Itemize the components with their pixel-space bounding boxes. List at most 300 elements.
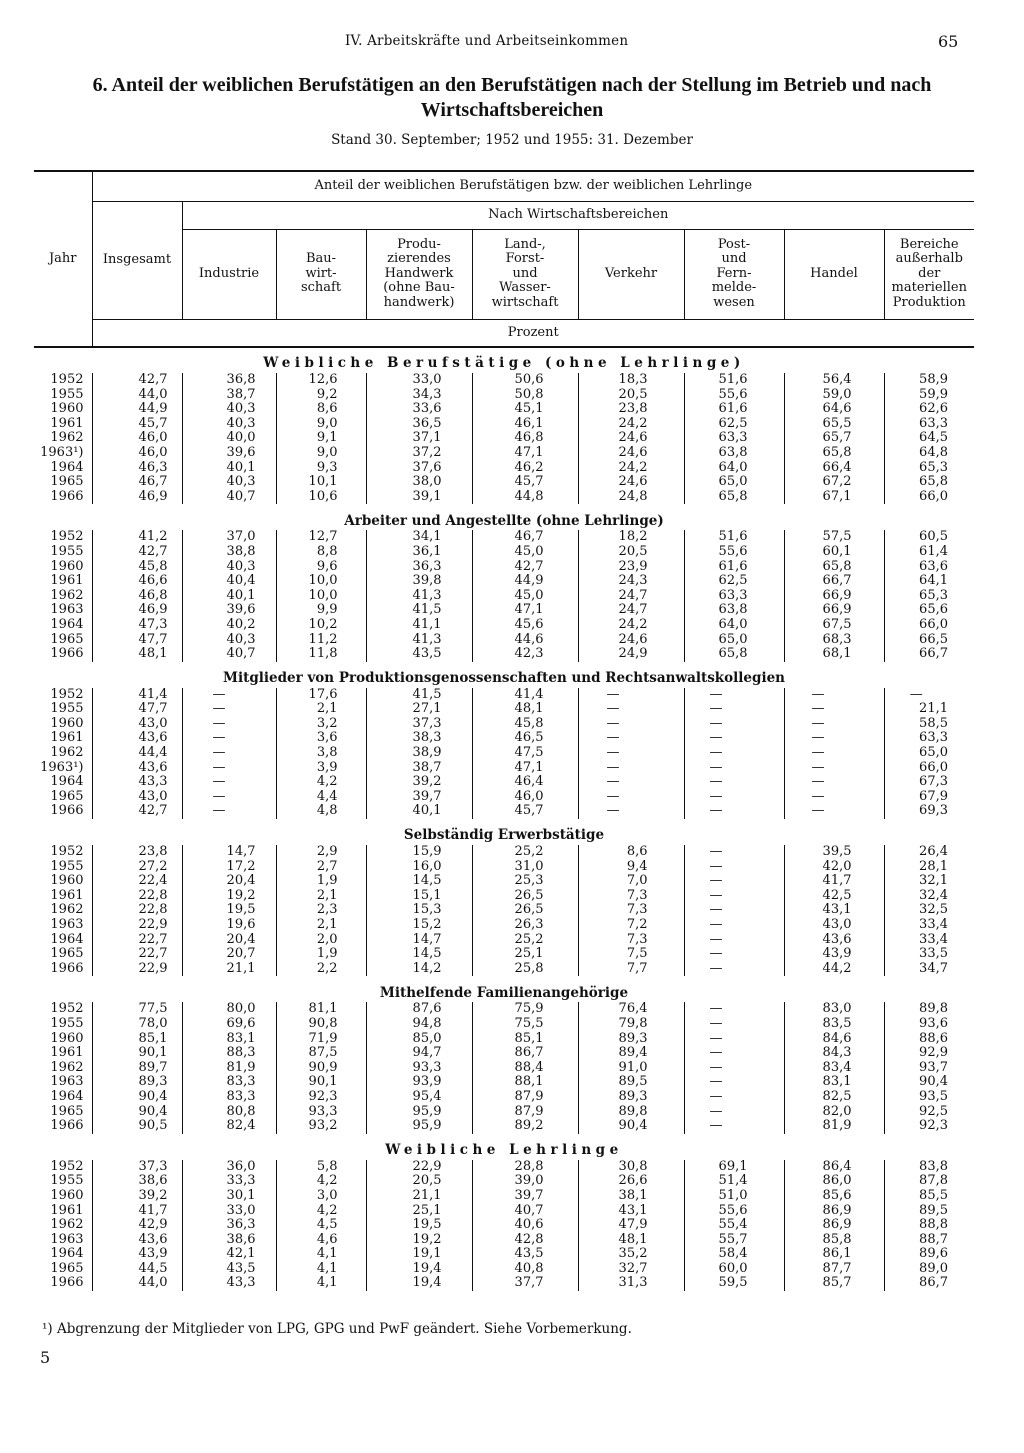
value-cell: 38,7: [366, 761, 472, 776]
spanner-header: Anteil der weiblichen Berufstätigen bzw. der weiblichen Lehrlinge: [92, 171, 974, 201]
value-cell: 95,9: [366, 1119, 472, 1134]
value-cell: 51,6: [684, 373, 784, 388]
value-cell: 59,0: [784, 388, 884, 403]
table-row: [34, 461, 974, 476]
value-cell: 9,4: [578, 860, 684, 875]
value-cell: 93,3: [366, 1061, 472, 1076]
value-cell: 88,1: [472, 1075, 578, 1090]
value-cell: 64,6: [784, 402, 884, 417]
value-cell: —: [182, 804, 276, 819]
value-cell: 59,9: [884, 388, 974, 403]
value-cell: 46,9: [92, 490, 182, 505]
value-cell: 89,3: [92, 1075, 182, 1090]
table-row: [34, 446, 974, 461]
year-cell: 1966: [50, 960, 84, 976]
value-cell: 40,3: [182, 402, 276, 417]
value-cell: 63,8: [684, 603, 784, 618]
value-cell: 90,1: [276, 1075, 366, 1090]
footnote: ¹) Abgrenzung der Mitglieder von LPG, GPG und PwF geändert. Siehe Vorbemerkung.: [42, 1321, 632, 1337]
value-cell: 45,0: [472, 589, 578, 604]
value-cell: 39,6: [182, 603, 276, 618]
value-cell: —: [684, 845, 784, 860]
value-cell: 32,5: [884, 903, 974, 918]
value-cell: 2,2: [276, 962, 366, 977]
value-cell: 33,0: [182, 1204, 276, 1219]
table-row: [34, 1160, 974, 1175]
year-cell: 1962: [50, 902, 84, 918]
value-cell: 88,4: [472, 1061, 578, 1076]
value-cell: —: [182, 688, 276, 703]
value-cell: 25,2: [472, 933, 578, 948]
value-cell: 7,7: [578, 962, 684, 977]
value-cell: —: [684, 947, 784, 962]
table-row: [34, 1017, 974, 1032]
value-cell: 68,3: [784, 633, 884, 648]
value-cell: 21,1: [366, 1189, 472, 1204]
value-cell: 34,1: [366, 530, 472, 545]
value-cell: 44,2: [784, 962, 884, 977]
value-cell: 19,4: [366, 1276, 472, 1291]
value-cell: 62,6: [884, 402, 974, 417]
value-cell: 22,7: [92, 933, 182, 948]
year-cell: 1965: [50, 474, 84, 490]
value-cell: 44,9: [92, 402, 182, 417]
value-cell: 27,2: [92, 860, 182, 875]
value-cell: 87,9: [472, 1090, 578, 1105]
table-subtitle: Stand 30. September; 1952 und 1955: 31. Dezember: [331, 132, 693, 148]
value-cell: —: [684, 874, 784, 889]
value-cell: 18,2: [578, 530, 684, 545]
col-header: Produ- zierendes Handwerk (ohne Bau- handwerk): [366, 229, 472, 319]
value-cell: 27,1: [366, 702, 472, 717]
value-cell: —: [684, 746, 784, 761]
value-cell: 86,1: [784, 1247, 884, 1262]
value-cell: 90,1: [92, 1046, 182, 1061]
value-cell: 95,9: [366, 1105, 472, 1120]
value-cell: —: [684, 933, 784, 948]
value-cell: 37,2: [366, 446, 472, 461]
value-cell: 85,1: [472, 1032, 578, 1047]
year-cell: 1952: [50, 686, 84, 702]
value-cell: 90,4: [92, 1105, 182, 1120]
value-cell: 65,8: [684, 490, 784, 505]
value-cell: —: [684, 962, 784, 977]
value-cell: 43,0: [784, 918, 884, 933]
table-row: [34, 560, 974, 575]
value-cell: 55,7: [684, 1233, 784, 1248]
value-cell: 20,5: [366, 1174, 472, 1189]
year-cell: 1964: [50, 774, 84, 790]
value-cell: 9,3: [276, 461, 366, 476]
value-cell: 11,2: [276, 633, 366, 648]
value-cell: 64,8: [884, 446, 974, 461]
value-cell: 38,0: [366, 475, 472, 490]
page-foot-mark: 5: [40, 1348, 51, 1367]
table-row: [34, 475, 974, 490]
value-cell: 2,1: [276, 702, 366, 717]
section-header-row: [34, 662, 974, 688]
value-cell: 33,4: [884, 933, 974, 948]
year-cell: 1966: [50, 1275, 84, 1291]
value-cell: 93,6: [884, 1017, 974, 1032]
value-cell: —: [684, 761, 784, 776]
value-cell: 15,1: [366, 889, 472, 904]
value-cell: 67,5: [784, 618, 884, 633]
value-cell: 44,0: [92, 1276, 182, 1291]
value-cell: 82,4: [182, 1119, 276, 1134]
table-row: [34, 1247, 974, 1262]
value-cell: —: [182, 746, 276, 761]
value-cell: 9,1: [276, 431, 366, 446]
value-cell: 58,9: [884, 373, 974, 388]
value-cell: 89,3: [578, 1090, 684, 1105]
value-cell: 14,5: [366, 874, 472, 889]
table-row: [34, 860, 974, 875]
year-cell: 1961: [50, 730, 84, 746]
value-cell: 86,7: [884, 1276, 974, 1291]
table-row: [34, 874, 974, 889]
value-cell: 25,1: [366, 1204, 472, 1219]
value-cell: 77,5: [92, 1002, 182, 1017]
year-cell: 1960: [50, 401, 84, 417]
value-cell: 63,3: [884, 417, 974, 432]
section-header-row: [34, 504, 974, 530]
value-cell: 46,1: [472, 417, 578, 432]
value-cell: 89,8: [578, 1105, 684, 1120]
year-cell: 1965: [50, 946, 84, 962]
value-cell: 80,8: [182, 1105, 276, 1120]
value-cell: 42,7: [92, 373, 182, 388]
value-cell: 20,5: [578, 545, 684, 560]
value-cell: 3,0: [276, 1189, 366, 1204]
value-cell: 89,5: [884, 1204, 974, 1219]
value-cell: 39,7: [472, 1189, 578, 1204]
value-cell: 36,1: [366, 545, 472, 560]
value-cell: 24,7: [578, 603, 684, 618]
table-row: [34, 589, 974, 604]
year-cell: 1961: [50, 1045, 84, 1061]
col-header: Verkehr: [578, 229, 684, 319]
value-cell: 33,3: [182, 1174, 276, 1189]
table-row: [34, 1090, 974, 1105]
value-cell: 1,9: [276, 874, 366, 889]
value-cell: 32,1: [884, 874, 974, 889]
value-cell: 24,2: [578, 618, 684, 633]
section-header-row: [34, 819, 974, 845]
value-cell: 47,7: [92, 702, 182, 717]
value-cell: 41,4: [472, 688, 578, 703]
value-cell: 41,3: [366, 633, 472, 648]
year-cell: 1960: [50, 558, 84, 574]
value-cell: 5,8: [276, 1160, 366, 1175]
value-cell: 24,9: [578, 647, 684, 662]
value-cell: 2,1: [276, 918, 366, 933]
value-cell: 51,4: [684, 1174, 784, 1189]
section-title: Weibliche Lehrlinge: [385, 1142, 623, 1159]
value-cell: 46,6: [92, 574, 182, 589]
value-cell: 26,5: [472, 903, 578, 918]
value-cell: 87,7: [784, 1262, 884, 1277]
value-cell: —: [684, 903, 784, 918]
value-cell: 35,2: [578, 1247, 684, 1262]
value-cell: 26,4: [884, 845, 974, 860]
value-cell: 46,9: [92, 603, 182, 618]
value-cell: 38,1: [578, 1189, 684, 1204]
value-cell: 33,6: [366, 402, 472, 417]
value-cell: —: [884, 688, 974, 703]
table-row: [34, 947, 974, 962]
value-cell: 89,0: [884, 1262, 974, 1277]
value-cell: 43,6: [784, 933, 884, 948]
value-cell: 45,6: [472, 618, 578, 633]
table-row: [34, 702, 974, 717]
value-cell: 85,1: [92, 1032, 182, 1047]
value-cell: 44,8: [472, 490, 578, 505]
value-cell: 42,3: [472, 647, 578, 662]
value-cell: 86,7: [472, 1046, 578, 1061]
table-row: [34, 1233, 974, 1248]
value-cell: 66,9: [784, 603, 884, 618]
value-cell: 83,1: [784, 1075, 884, 1090]
value-cell: 19,2: [182, 889, 276, 904]
value-cell: 17,6: [276, 688, 366, 703]
value-cell: 43,9: [784, 947, 884, 962]
value-cell: 40,7: [472, 1204, 578, 1219]
value-cell: —: [684, 918, 784, 933]
value-cell: 33,4: [884, 918, 974, 933]
value-cell: —: [578, 731, 684, 746]
value-cell: 4,4: [276, 790, 366, 805]
value-cell: 46,8: [472, 431, 578, 446]
value-cell: 62,5: [684, 574, 784, 589]
value-cell: 36,0: [182, 1160, 276, 1175]
value-cell: 76,4: [578, 1002, 684, 1017]
value-cell: 25,1: [472, 947, 578, 962]
value-cell: 2,0: [276, 933, 366, 948]
value-cell: 45,1: [472, 402, 578, 417]
table-row: [34, 1046, 974, 1061]
value-cell: 62,5: [684, 417, 784, 432]
table-row: [34, 530, 974, 545]
value-cell: 22,4: [92, 874, 182, 889]
value-cell: 40,1: [182, 589, 276, 604]
table-row: [34, 1218, 974, 1233]
value-cell: 2,7: [276, 860, 366, 875]
value-cell: 41,4: [92, 688, 182, 703]
value-cell: 66,0: [884, 618, 974, 633]
value-cell: 4,1: [276, 1262, 366, 1277]
value-cell: 43,6: [92, 1233, 182, 1248]
value-cell: 7,3: [578, 889, 684, 904]
value-cell: 33,0: [366, 373, 472, 388]
value-cell: 24,2: [578, 461, 684, 476]
value-cell: 59,5: [684, 1276, 784, 1291]
value-cell: 1,9: [276, 947, 366, 962]
value-cell: 45,8: [92, 560, 182, 575]
value-cell: 10,6: [276, 490, 366, 505]
value-cell: 66,7: [784, 574, 884, 589]
value-cell: 41,3: [366, 589, 472, 604]
value-cell: 36,3: [366, 560, 472, 575]
year-cell: 1960: [50, 1187, 84, 1203]
value-cell: 24,6: [578, 431, 684, 446]
value-cell: 37,1: [366, 431, 472, 446]
value-cell: 80,0: [182, 1002, 276, 1017]
year-cell: 1964: [50, 931, 84, 947]
running-title: IV. Arbeitskräfte und Arbeitseinkommen: [345, 33, 629, 49]
value-cell: 47,9: [578, 1218, 684, 1233]
year-cell: 1966: [50, 488, 84, 504]
value-cell: 60,1: [784, 545, 884, 560]
value-cell: 75,9: [472, 1002, 578, 1017]
table-row: [34, 933, 974, 948]
value-cell: 37,3: [92, 1160, 182, 1175]
value-cell: 84,6: [784, 1032, 884, 1047]
value-cell: 39,1: [366, 490, 472, 505]
value-cell: —: [182, 731, 276, 746]
value-cell: —: [684, 1061, 784, 1076]
value-cell: 41,5: [366, 688, 472, 703]
year-cell: 1961: [50, 887, 84, 903]
page-number: 65: [938, 32, 959, 51]
value-cell: —: [684, 1002, 784, 1017]
value-cell: 3,2: [276, 717, 366, 732]
value-cell: 95,4: [366, 1090, 472, 1105]
value-cell: 66,9: [784, 589, 884, 604]
value-cell: 66,0: [884, 490, 974, 505]
value-cell: 61,6: [684, 402, 784, 417]
value-cell: 44,4: [92, 746, 182, 761]
value-cell: 51,0: [684, 1189, 784, 1204]
value-cell: 45,8: [472, 717, 578, 732]
value-cell: 56,4: [784, 373, 884, 388]
value-cell: —: [684, 1075, 784, 1090]
value-cell: 48,1: [472, 702, 578, 717]
value-cell: 50,8: [472, 388, 578, 403]
table-row: [34, 1204, 974, 1219]
value-cell: 57,5: [784, 530, 884, 545]
value-cell: 63,3: [684, 431, 784, 446]
value-cell: 45,7: [92, 417, 182, 432]
value-cell: 40,3: [182, 417, 276, 432]
value-cell: 44,6: [472, 633, 578, 648]
value-cell: 58,5: [884, 717, 974, 732]
value-cell: 69,1: [684, 1160, 784, 1175]
section-title: Mithelfende Familienangehörige: [379, 984, 629, 1001]
value-cell: 47,7: [92, 633, 182, 648]
section-title: Arbeiter und Angestellte (ohne Lehrlinge): [344, 512, 664, 529]
value-cell: 90,8: [276, 1017, 366, 1032]
value-cell: 66,7: [884, 647, 974, 662]
year-cell: 1955: [50, 701, 84, 717]
year-cell: 1964: [50, 1246, 84, 1262]
table-row: [34, 889, 974, 904]
value-cell: 37,6: [366, 461, 472, 476]
value-cell: 18,3: [578, 373, 684, 388]
value-cell: 44,9: [472, 574, 578, 589]
value-cell: 15,3: [366, 903, 472, 918]
value-cell: 83,0: [784, 1002, 884, 1017]
value-cell: 38,3: [366, 731, 472, 746]
value-cell: 28,8: [472, 1160, 578, 1175]
value-cell: 55,4: [684, 1218, 784, 1233]
value-cell: 22,8: [92, 903, 182, 918]
value-cell: 4,6: [276, 1233, 366, 1248]
value-cell: —: [578, 702, 684, 717]
table-row: [34, 804, 974, 819]
value-cell: —: [784, 761, 884, 776]
year-cell: 1961: [50, 415, 84, 431]
value-cell: 93,3: [276, 1105, 366, 1120]
value-cell: —: [684, 804, 784, 819]
value-cell: —: [182, 702, 276, 717]
value-cell: 47,5: [472, 746, 578, 761]
value-cell: 12,7: [276, 530, 366, 545]
table-row: [34, 1276, 974, 1291]
table-row: [34, 1032, 974, 1047]
table-row: [34, 431, 974, 446]
unit-header: Prozent: [92, 319, 974, 347]
value-cell: 92,3: [276, 1090, 366, 1105]
value-cell: 15,2: [366, 918, 472, 933]
year-cell: 1963¹): [40, 444, 84, 460]
value-cell: 41,7: [784, 874, 884, 889]
value-cell: 65,0: [684, 633, 784, 648]
value-cell: 86,9: [784, 1204, 884, 1219]
value-cell: 47,1: [472, 761, 578, 776]
value-cell: 48,1: [578, 1233, 684, 1248]
year-cell: 1952: [50, 1001, 84, 1017]
value-cell: 40,6: [472, 1218, 578, 1233]
year-cell: 1966: [50, 646, 84, 662]
value-cell: —: [784, 717, 884, 732]
value-cell: 78,0: [92, 1017, 182, 1032]
value-cell: 92,9: [884, 1046, 974, 1061]
value-cell: 81,1: [276, 1002, 366, 1017]
value-cell: 83,3: [182, 1075, 276, 1090]
value-cell: 75,5: [472, 1017, 578, 1032]
value-cell: 10,2: [276, 618, 366, 633]
value-cell: 89,7: [92, 1061, 182, 1076]
value-cell: 65,8: [784, 560, 884, 575]
value-cell: 45,0: [472, 545, 578, 560]
value-cell: —: [578, 775, 684, 790]
value-cell: 4,2: [276, 1174, 366, 1189]
table-row: [34, 402, 974, 417]
year-cell: 1961: [50, 1202, 84, 1218]
value-cell: 67,3: [884, 775, 974, 790]
value-cell: 38,8: [182, 545, 276, 560]
col-header: Post- und Fern- melde- wesen: [684, 229, 784, 319]
year-cell: 1962: [50, 587, 84, 603]
value-cell: 93,5: [884, 1090, 974, 1105]
value-cell: 69,6: [182, 1017, 276, 1032]
value-cell: 40,0: [182, 431, 276, 446]
value-cell: —: [784, 688, 884, 703]
value-cell: 60,0: [684, 1262, 784, 1277]
value-cell: 45,7: [472, 804, 578, 819]
year-cell: 1960: [50, 715, 84, 731]
value-cell: 92,5: [884, 1105, 974, 1120]
value-cell: 19,6: [182, 918, 276, 933]
value-cell: 32,4: [884, 889, 974, 904]
year-cell: 1955: [50, 1173, 84, 1189]
value-cell: —: [684, 702, 784, 717]
value-cell: 4,2: [276, 1204, 366, 1219]
value-cell: —: [684, 889, 784, 904]
value-cell: 46,4: [472, 775, 578, 790]
value-cell: 85,7: [784, 1276, 884, 1291]
